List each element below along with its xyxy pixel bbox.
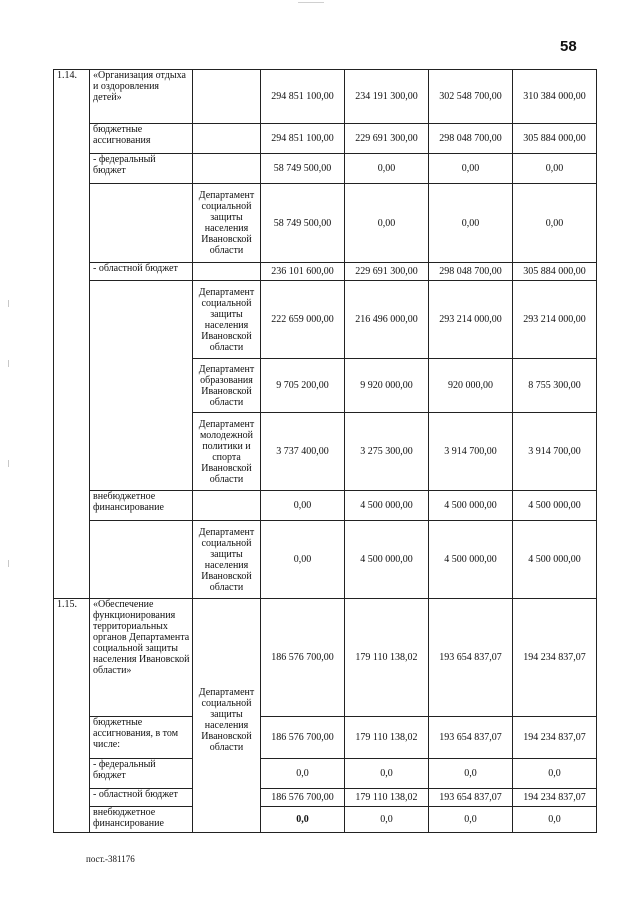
item-title: «Обеспечение функционирования территориальных органов Департамента социальной защиты населения Ивановской области» — [90, 599, 193, 717]
table-row — [54, 807, 597, 833]
margin-mark — [8, 460, 9, 467]
value-cell: 0,00 — [345, 154, 429, 184]
department-cell: Департамент социальной защиты населения Ивановской области — [193, 184, 261, 263]
department-cell: Департамент образования Ивановской области — [193, 359, 261, 413]
value-cell: 298 048 700,00 — [429, 263, 513, 281]
value-cell: 3 914 700,00 — [429, 413, 513, 491]
table-row — [54, 154, 597, 184]
department-cell: Департамент социальной защиты населения Ивановской области — [193, 521, 261, 599]
value-cell: 0,0 — [261, 807, 345, 833]
value-cell: 4 500 000,00 — [345, 521, 429, 599]
value-cell: 194 234 837,07 — [513, 789, 597, 807]
value-cell: 179 110 138,02 — [345, 717, 429, 759]
row-label: - областной бюджет — [90, 263, 193, 281]
value-cell: 3 914 700,00 — [513, 413, 597, 491]
value-cell: 298 048 700,00 — [429, 124, 513, 154]
table-row — [54, 789, 597, 807]
row-label: внебюджетное финансирование — [90, 491, 193, 521]
value-cell: 58 749 500,00 — [261, 154, 345, 184]
margin-mark — [8, 360, 9, 367]
value-cell: 0,0 — [345, 807, 429, 833]
value-cell: 310 384 000,00 — [513, 70, 597, 124]
value-cell: 0,00 — [513, 184, 597, 263]
value-cell: 9 705 200,00 — [261, 359, 345, 413]
department-cell: Департамент социальной защиты населения Ивановской области — [193, 599, 261, 833]
value-cell: 229 691 300,00 — [345, 124, 429, 154]
value-cell: 0,0 — [345, 759, 429, 789]
value-cell: 179 110 138,02 — [345, 599, 429, 717]
value-cell: 0,00 — [429, 154, 513, 184]
row-label: - федеральный бюджет — [90, 154, 193, 184]
table-row — [54, 263, 597, 281]
table-row — [54, 281, 597, 359]
value-cell: 302 548 700,00 — [429, 70, 513, 124]
value-cell: 4 500 000,00 — [429, 521, 513, 599]
item-number: 1.14. — [54, 70, 90, 124]
value-cell: 229 691 300,00 — [345, 263, 429, 281]
table-row — [54, 491, 597, 521]
row-label: - областной бюджет — [90, 789, 193, 807]
item-number: 1.15. — [54, 599, 90, 717]
table-row — [54, 359, 597, 413]
value-cell: 236 101 600,00 — [261, 263, 345, 281]
value-cell: 293 214 000,00 — [429, 281, 513, 359]
value-cell: 0,00 — [261, 521, 345, 599]
value-cell: 234 191 300,00 — [345, 70, 429, 124]
value-cell: 186 576 700,00 — [261, 789, 345, 807]
value-cell: 920 000,00 — [429, 359, 513, 413]
value-cell: 4 500 000,00 — [513, 521, 597, 599]
value-cell: 0,0 — [429, 759, 513, 789]
table-row — [54, 717, 597, 759]
value-cell: 186 576 700,00 — [261, 717, 345, 759]
page-number: 58 — [560, 38, 577, 55]
value-cell: 222 659 000,00 — [261, 281, 345, 359]
department-cell: Департамент молодежной политики и спорта Ивановской области — [193, 413, 261, 491]
value-cell: 193 654 837,07 — [429, 717, 513, 759]
table-row — [54, 521, 597, 599]
row-label: бюджетные ассигнования, в том числе: — [90, 717, 193, 759]
value-cell: 179 110 138,02 — [345, 789, 429, 807]
value-cell: 4 500 000,00 — [513, 491, 597, 521]
table-row — [54, 413, 597, 491]
value-cell: 8 755 300,00 — [513, 359, 597, 413]
value-cell: 186 576 700,00 — [261, 599, 345, 717]
table-row — [54, 124, 597, 154]
department-cell: Департамент социальной защиты населения Ивановской области — [193, 281, 261, 359]
value-cell: 0,0 — [261, 759, 345, 789]
item-title: «Организация отдыха и оздоровления детей» — [90, 70, 193, 124]
value-cell: 58 749 500,00 — [261, 184, 345, 263]
value-cell: 294 851 100,00 — [261, 124, 345, 154]
value-cell: 0,00 — [429, 184, 513, 263]
table-row — [54, 184, 597, 263]
value-cell: 4 500 000,00 — [345, 491, 429, 521]
margin-mark — [8, 300, 9, 307]
value-cell: 194 234 837,07 — [513, 599, 597, 717]
margin-mark — [8, 560, 9, 567]
value-cell: 305 884 000,00 — [513, 263, 597, 281]
row-label: внебюджетное финансирование — [90, 807, 193, 833]
value-cell: 193 654 837,07 — [429, 599, 513, 717]
value-cell: 0,0 — [429, 807, 513, 833]
value-cell: 294 851 100,00 — [261, 70, 345, 124]
value-cell: 216 496 000,00 — [345, 281, 429, 359]
value-cell: 0,0 — [513, 759, 597, 789]
scan-mark — [298, 2, 324, 3]
budget-table — [53, 69, 597, 833]
table-row — [54, 599, 597, 717]
value-cell: 3 737 400,00 — [261, 413, 345, 491]
value-cell: 193 654 837,07 — [429, 789, 513, 807]
value-cell: 3 275 300,00 — [345, 413, 429, 491]
value-cell: 194 234 837,07 — [513, 717, 597, 759]
table-row — [54, 70, 597, 124]
value-cell: 293 214 000,00 — [513, 281, 597, 359]
department-cell — [193, 70, 261, 124]
value-cell: 0,00 — [513, 154, 597, 184]
value-cell: 4 500 000,00 — [429, 491, 513, 521]
row-label: бюджетные ассигнования — [90, 124, 193, 154]
footer-document-code: пост.-381176 — [86, 854, 135, 864]
table-row — [54, 759, 597, 789]
value-cell: 9 920 000,00 — [345, 359, 429, 413]
value-cell: 0,00 — [345, 184, 429, 263]
row-label: - федеральный бюджет — [90, 759, 193, 789]
value-cell: 305 884 000,00 — [513, 124, 597, 154]
value-cell: 0,0 — [513, 807, 597, 833]
value-cell: 0,00 — [261, 491, 345, 521]
